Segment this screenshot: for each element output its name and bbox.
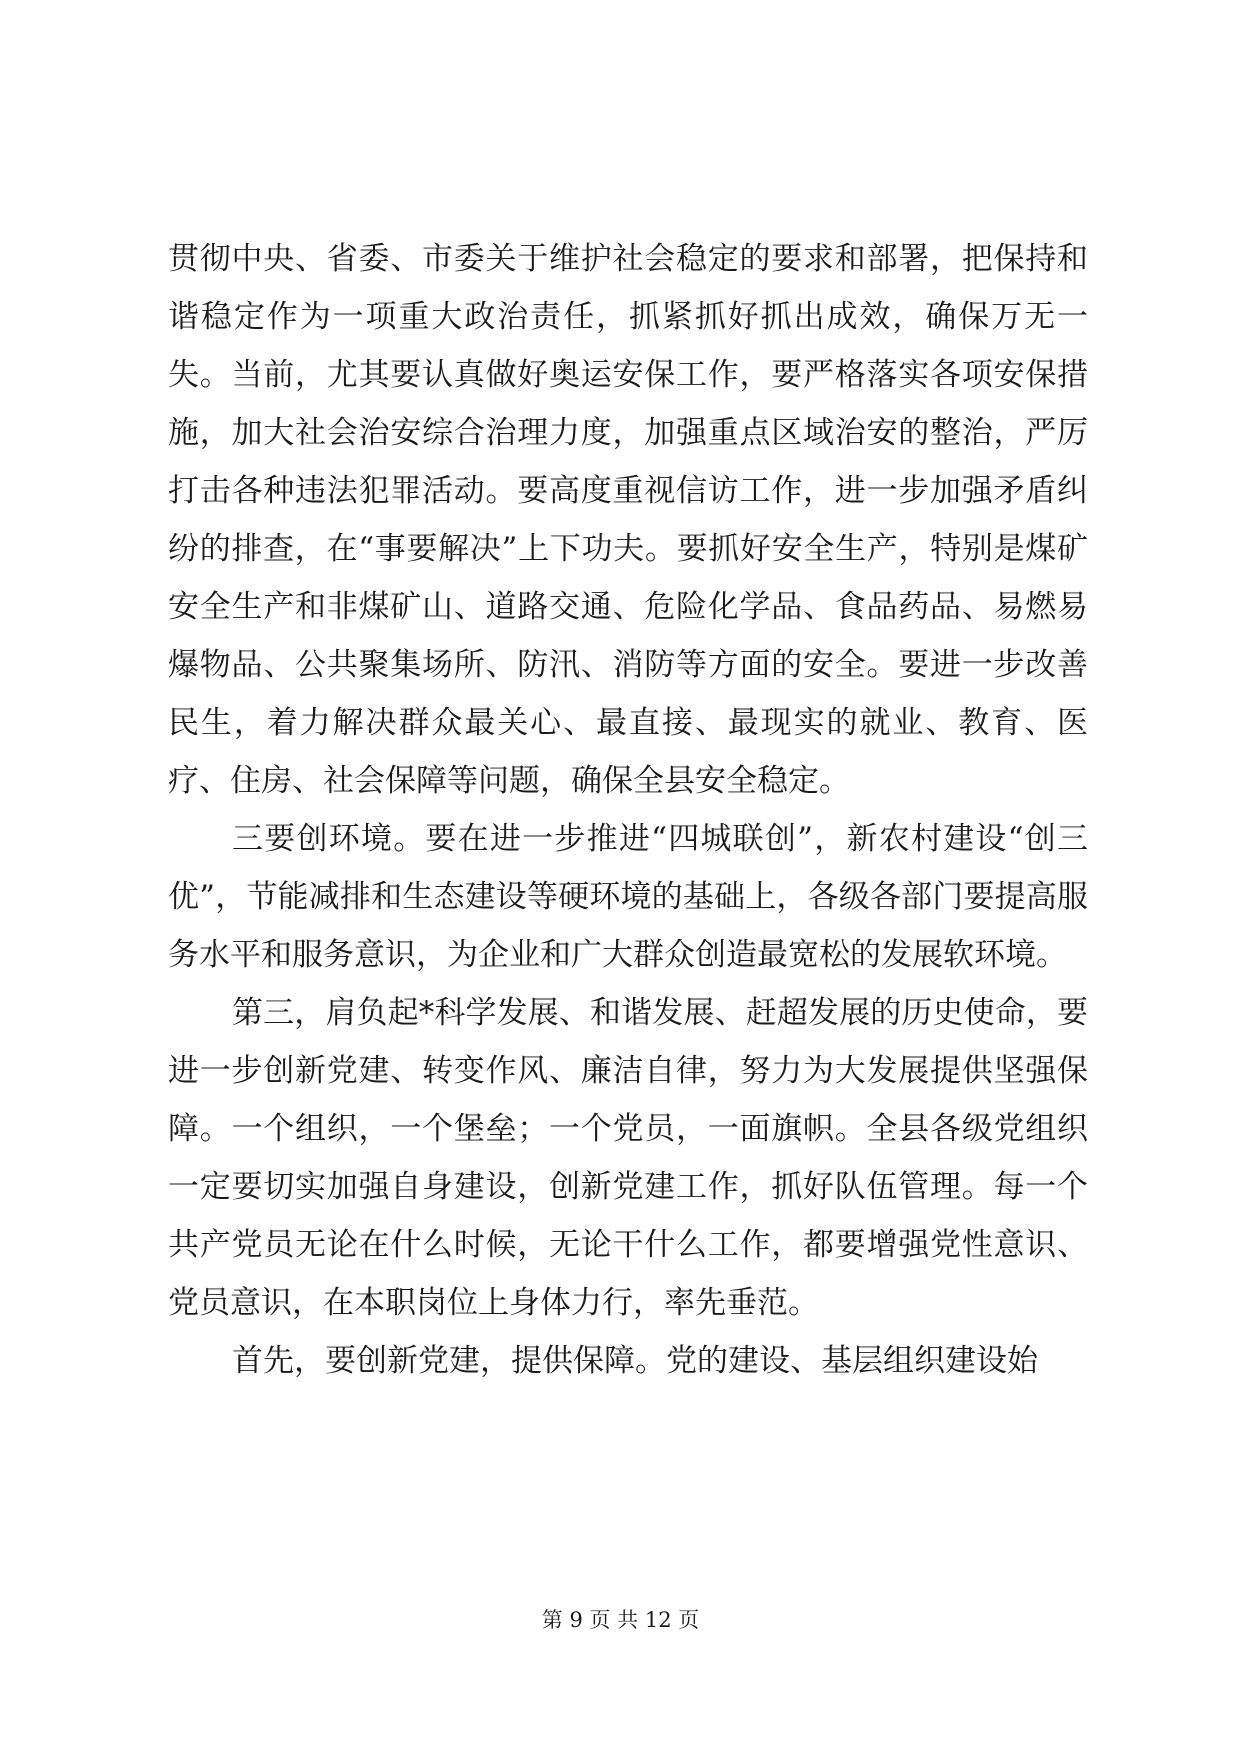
page-number-footer: 第 9 页 共 12 页 <box>541 1608 700 1632</box>
paragraph-1: 贯彻中央、省委、市委关于维护社会稳定的要求和部署，把保持和谐稳定作为一项重大政治责任，抓紧抓好抓出成效，确保万无一失。当前，尤其要认真做好奥运安保工作，要严格落实各项安保措施，加大社会治安综合治理力度，加强重点区域治安的整治，严厉打击各种违法犯罪活动。要高度重视信访工作，进一步加强矛盾纠纷的排查，在“事要解决”上下功夫。要抓好安全生产，特别是煤矿安全生产和非煤矿山、道路交通、危险化学品、食品药品、易燃易爆物品、公共聚集场所、防汛、消防等方面的安全。要进一步改善民生，着力解决群众最关心、最直接、最现实的就业、教育、医疗、住房、社会保障等问题，确保全县安全稳定。 <box>168 241 1088 799</box>
paragraph-4: 首先，要创新党建，提供保障。党的建设、基层组织建设始 <box>232 1343 1038 1379</box>
paragraph-3: 第三，肩负起*科学发展、和谐发展、赶超发展的历史使命，要进一步创新党建、转变作风、廉洁自律，努力为大发展提供坚强保障。一个组织，一个堡垒；一个党员，一面旗帜。全县各级党组织一定要切实加强自身建设，创新党建工作，抓好队伍管理。每一个共产党员无论在什么时候，无论干什么工作，都要增强党性意识、党员意识，在本职岗位上身体力行，率先垂范。 <box>168 995 1088 1321</box>
paragraph-2: 三要创环境。要在进一步推进“四城联创”，新农村建设“创三优”，节能减排和生态建设等硬环境的基础上，各级各部门要提高服务水平和服务意识，为企业和广大群众创造最宽松的发展软环境。 <box>168 821 1088 973</box>
document-body <box>168 230 1088 1390</box>
